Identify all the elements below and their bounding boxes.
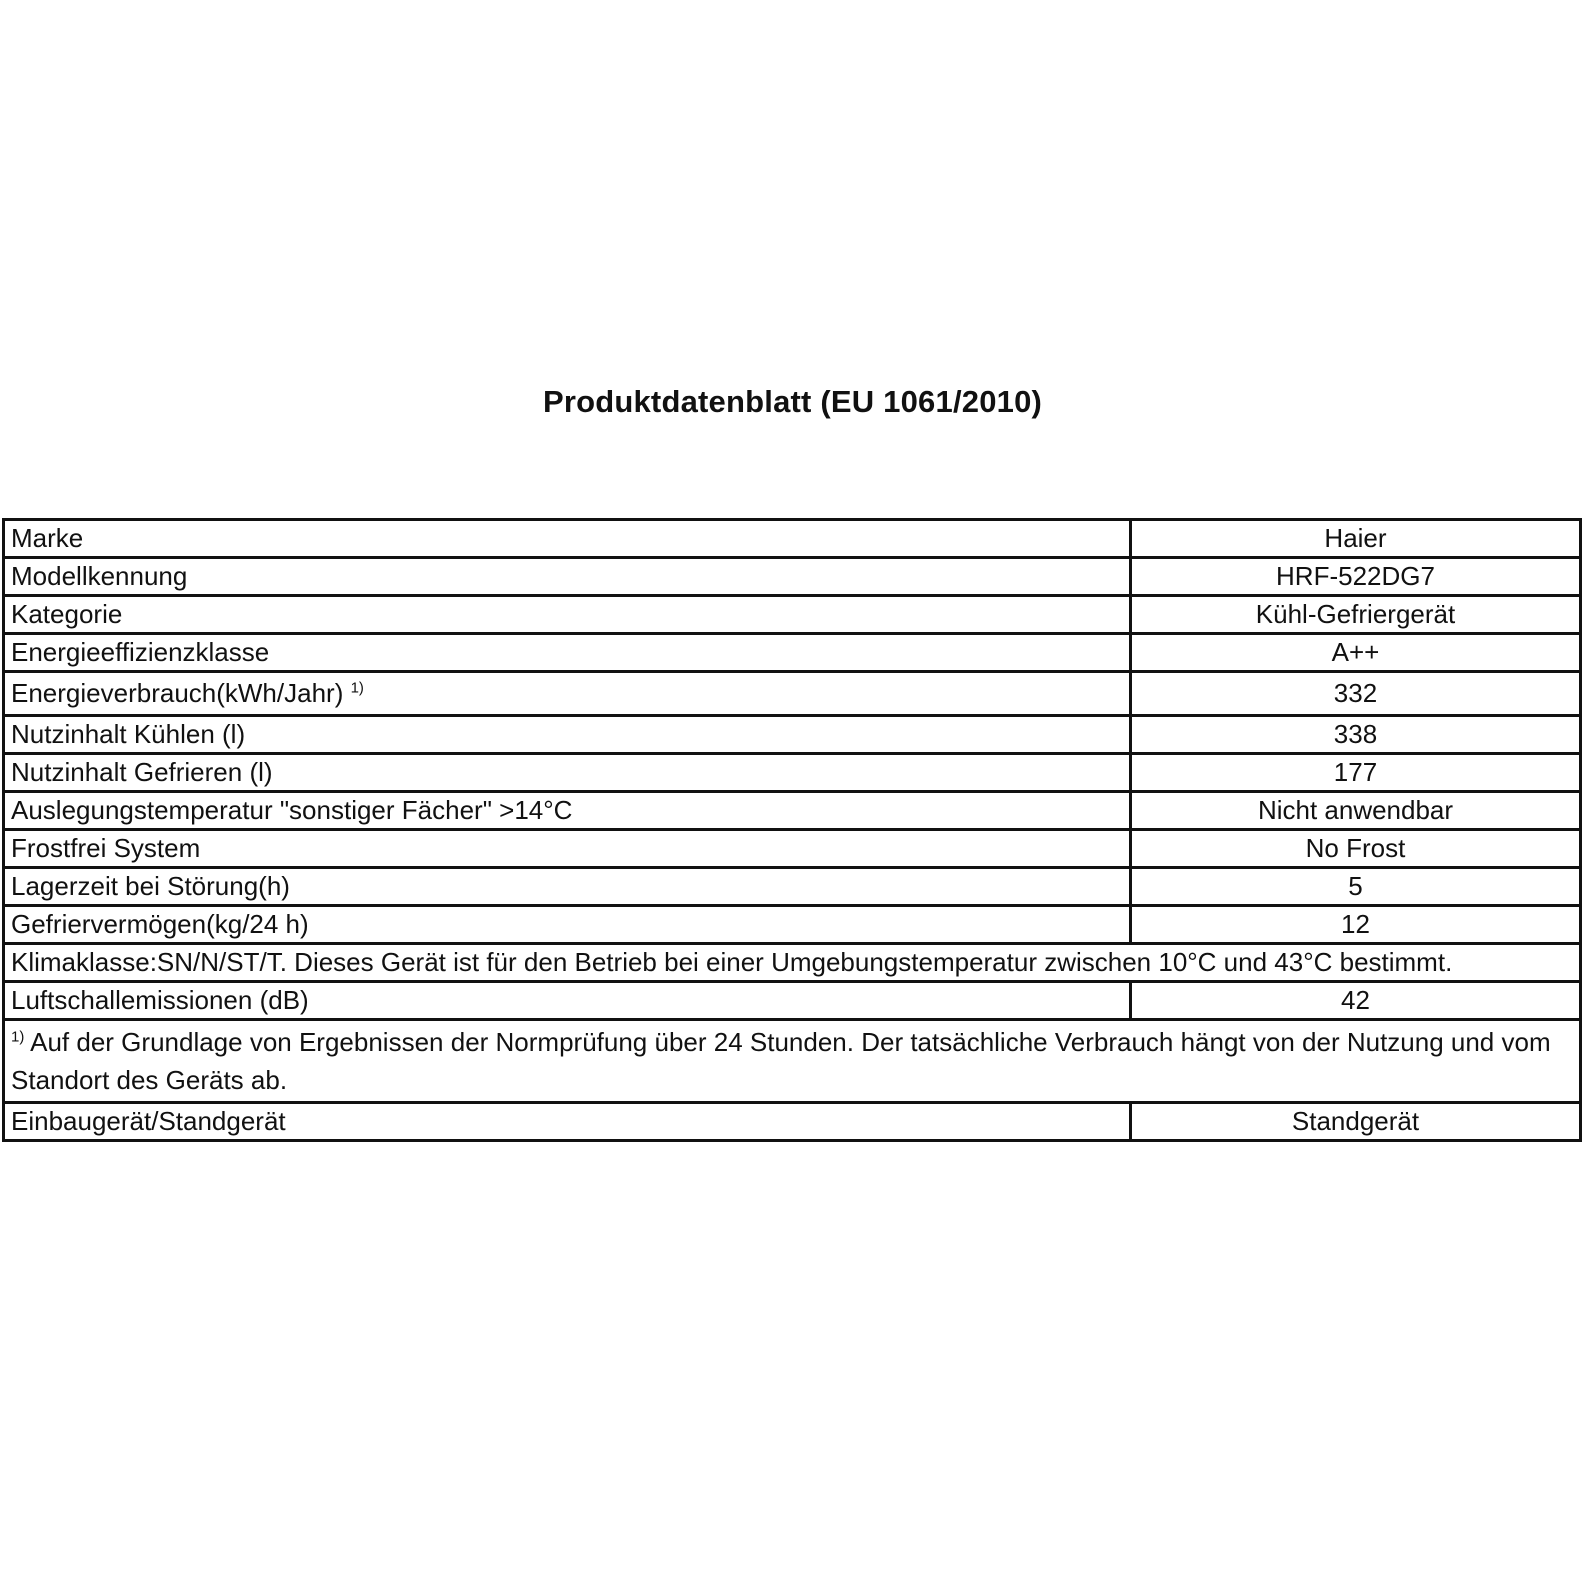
row-label-storage-time: Lagerzeit bei Störung(h) (4, 868, 1131, 906)
footnote-mark: 1) (11, 1028, 25, 1046)
table-row (4, 1020, 1581, 1103)
row-label-model: Modellkennung (4, 558, 1131, 596)
row-value-model: HRF-522DG7 (1131, 558, 1581, 596)
table-row (4, 558, 1581, 596)
table-row (4, 520, 1581, 558)
row-value-brand: Haier (1131, 520, 1581, 558)
row-label-noise: Luftschallemissionen (dB) (4, 982, 1131, 1020)
row-label-efficiency-class: Energieeffizienzklasse (4, 634, 1131, 672)
energy-consumption-label-text: Energieverbrauch(kWh/Jahr) (11, 678, 344, 708)
row-value-storage-time: 5 (1131, 868, 1581, 906)
table-row (4, 868, 1581, 906)
row-value-frost-free: No Frost (1131, 830, 1581, 868)
row-value-freezing-capacity: 12 (1131, 906, 1581, 944)
row-label-freezing-capacity: Gefriervermögen(kg/24 h) (4, 906, 1131, 944)
table-row (4, 634, 1581, 672)
table-row (4, 792, 1581, 830)
footnote-text: Auf der Grundlage von Ergebnissen der Normprüfung über 24 Stunden. Der tatsächliche Verbrauch hängt von der Nutzung und vom Standort des Geräts ab. (11, 1027, 1551, 1095)
table-row (4, 982, 1581, 1020)
row-label-design-temperature: Auslegungstemperatur "sonstiger Fächer" >14°C (4, 792, 1131, 830)
table-row (4, 672, 1581, 716)
row-value-efficiency-class: A++ (1131, 634, 1581, 672)
row-label-freezer-volume: Nutzinhalt Gefrieren (l) (4, 754, 1131, 792)
product-data-table (2, 518, 1582, 1142)
footnote-cell (4, 1020, 1581, 1103)
row-value-installation: Standgerät (1131, 1103, 1581, 1141)
row-label-brand: Marke (4, 520, 1131, 558)
row-value-energy-consumption: 332 (1131, 672, 1581, 716)
row-label-installation: Einbaugerät/Standgerät (4, 1103, 1131, 1141)
table-row (4, 906, 1581, 944)
row-label-energy-consumption (4, 672, 1131, 716)
row-value-noise: 42 (1131, 982, 1581, 1020)
table-row (4, 596, 1581, 634)
climate-class-note: Klimaklasse:SN/N/ST/T. Dieses Gerät ist für den Betrieb bei einer Umgebungstemperatur zwischen 10°C und 43°C bestimmt. (4, 944, 1581, 982)
row-value-fridge-volume: 338 (1131, 716, 1581, 754)
table-row (4, 1103, 1581, 1141)
footnote-reference: 1) (350, 679, 364, 697)
table-row (4, 944, 1581, 982)
row-label-frost-free: Frostfrei System (4, 830, 1131, 868)
table-row (4, 716, 1581, 754)
table-row (4, 830, 1581, 868)
row-value-category: Kühl-Gefriergerät (1131, 596, 1581, 634)
row-value-design-temperature: Nicht anwendbar (1131, 792, 1581, 830)
row-value-freezer-volume: 177 (1131, 754, 1581, 792)
row-label-fridge-volume: Nutzinhalt Kühlen (l) (4, 716, 1131, 754)
page-title: Produktdatenblatt (EU 1061/2010) (542, 384, 1043, 419)
row-label-category: Kategorie (4, 596, 1131, 634)
table-row (4, 754, 1581, 792)
